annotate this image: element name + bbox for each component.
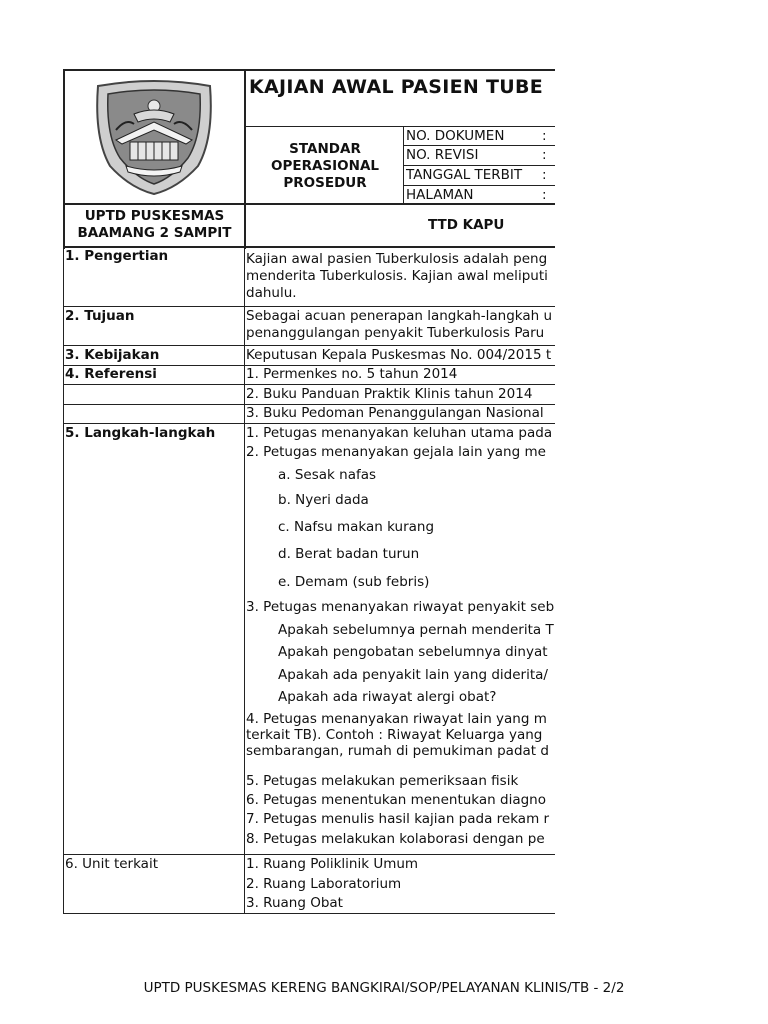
table-border-left-lower [63,247,64,914]
langkah-question: Apakah ada penyakit lain yang diderita/ [278,667,548,683]
regency-crest-emblem [86,78,222,196]
content-divider [244,247,245,914]
doc-field-label: NO. DOKUMEN [406,128,505,144]
langkah-subitem: c. Nafsu makan kurang [278,519,435,535]
signature-label: TTD KAPU [428,217,505,233]
langkah-subitem: d. Berat badan turun [278,546,420,562]
pengertian-line: dahulu. [246,285,297,301]
page-footer: UPTD PUSKESMAS KERENG BANGKIRAI/SOP/PELAYANAN KLINIS/TB - 2/2 [143,980,625,996]
doc-field-sep: : [542,187,547,203]
section-label-pengertian: 1. Pengertian [65,248,169,264]
row-line [63,384,555,385]
section-label-tujuan: 2. Tujuan [65,308,135,324]
langkah-step: 2. Petugas menanyakan gejala lain yang me [246,444,546,460]
pengertian-line: menderita Tuberkulosis. Kajian awal meliputi [246,268,548,284]
row-line [63,345,555,346]
langkah-step-line: sembarangan, rumah di pemukiman padat d [246,743,549,759]
langkah-step: 8. Petugas melakukan kolaborasi dengan pe [246,831,545,847]
langkah-step: 1. Petugas menanyakan keluhan utama pada [246,425,553,441]
unit-item: 1. Ruang Poliklinik Umum [246,856,419,872]
langkah-question: Apakah ada riwayat alergi obat? [278,689,497,705]
document-title: KAJIAN AWAL PASIEN TUBE [249,76,544,98]
pengertian-line: Kajian awal pasien Tuberkulosis adalah peng [246,251,548,267]
doc-field-label: TANGGAL TERBIT [406,167,523,183]
langkah-question: Apakah sebelumnya pernah menderita T [278,622,554,638]
section-label-langkah: 5. Langkah-langkah [65,425,216,441]
doc-field-sep: : [542,128,547,144]
section-label-unit: 6. Unit terkait [65,856,158,872]
section-label-referensi: 4. Referensi [65,366,157,382]
table-border-top [63,69,555,71]
doc-row-line [403,185,555,186]
header-middle-line [63,203,555,205]
langkah-step-line: 4. Petugas menanyakan riwayat lain yang m [246,711,547,727]
langkah-subitem: b. Nyeri dada [278,492,369,508]
langkah-step: 3. Petugas menanyakan riwayat penyakit seb [246,599,555,615]
sop-label: STANDAR OPERASIONAL PROSEDUR [270,141,379,191]
doc-field-label: HALAMAN [406,187,474,203]
row-line [63,854,555,855]
langkah-step: 7. Petugas menulis hasil kajian pada rekam r [246,811,550,827]
doc-field-label: NO. REVISI [406,147,479,163]
referensi-item: 1. Permenkes no. 5 tahun 2014 [246,366,458,382]
doc-field-sep: : [542,167,547,183]
langkah-step: 5. Petugas melakukan pemeriksaan fisik [246,773,519,789]
doc-row-line [403,145,555,146]
doc-row-line [403,165,555,166]
unit-item: 2. Ruang Laboratorium [246,876,402,892]
table-border-bottom [63,913,555,914]
doc-field-sep: : [542,147,547,163]
langkah-question: Apakah pengobatan sebelumnya dinyat [278,644,548,660]
row-line [63,423,555,424]
title-bottom-line [244,126,555,127]
tujuan-line: Sebagai acuan penerapan langkah-langkah u [246,308,553,324]
langkah-step-line: terkait TB). Contoh : Riwayat Keluarga yang [246,727,543,743]
row-line [63,306,555,307]
tujuan-line: penanggulangan penyakit Tuberkulosis Paru [246,325,545,341]
langkah-subitem: a. Sesak nafas [278,467,377,483]
institution-name: UPTD PUSKESMAS BAAMANG 2 SAMPIT [77,208,232,241]
langkah-step: 6. Petugas menentukan menentukan diagno [246,792,546,808]
langkah-subitem: e. Demam (sub febris) [278,574,430,590]
kebijakan-text: Keputusan Kepala Puskesmas No. 004/2015 t [246,347,552,363]
unit-item: 3. Ruang Obat [246,895,343,911]
section-label-kebijakan: 3. Kebijakan [65,347,160,363]
referensi-item: 2. Buku Panduan Praktik Klinis tahun 2014 [246,386,533,402]
referensi-item: 3. Buku Pedoman Penanggulangan Nasional [246,405,544,421]
